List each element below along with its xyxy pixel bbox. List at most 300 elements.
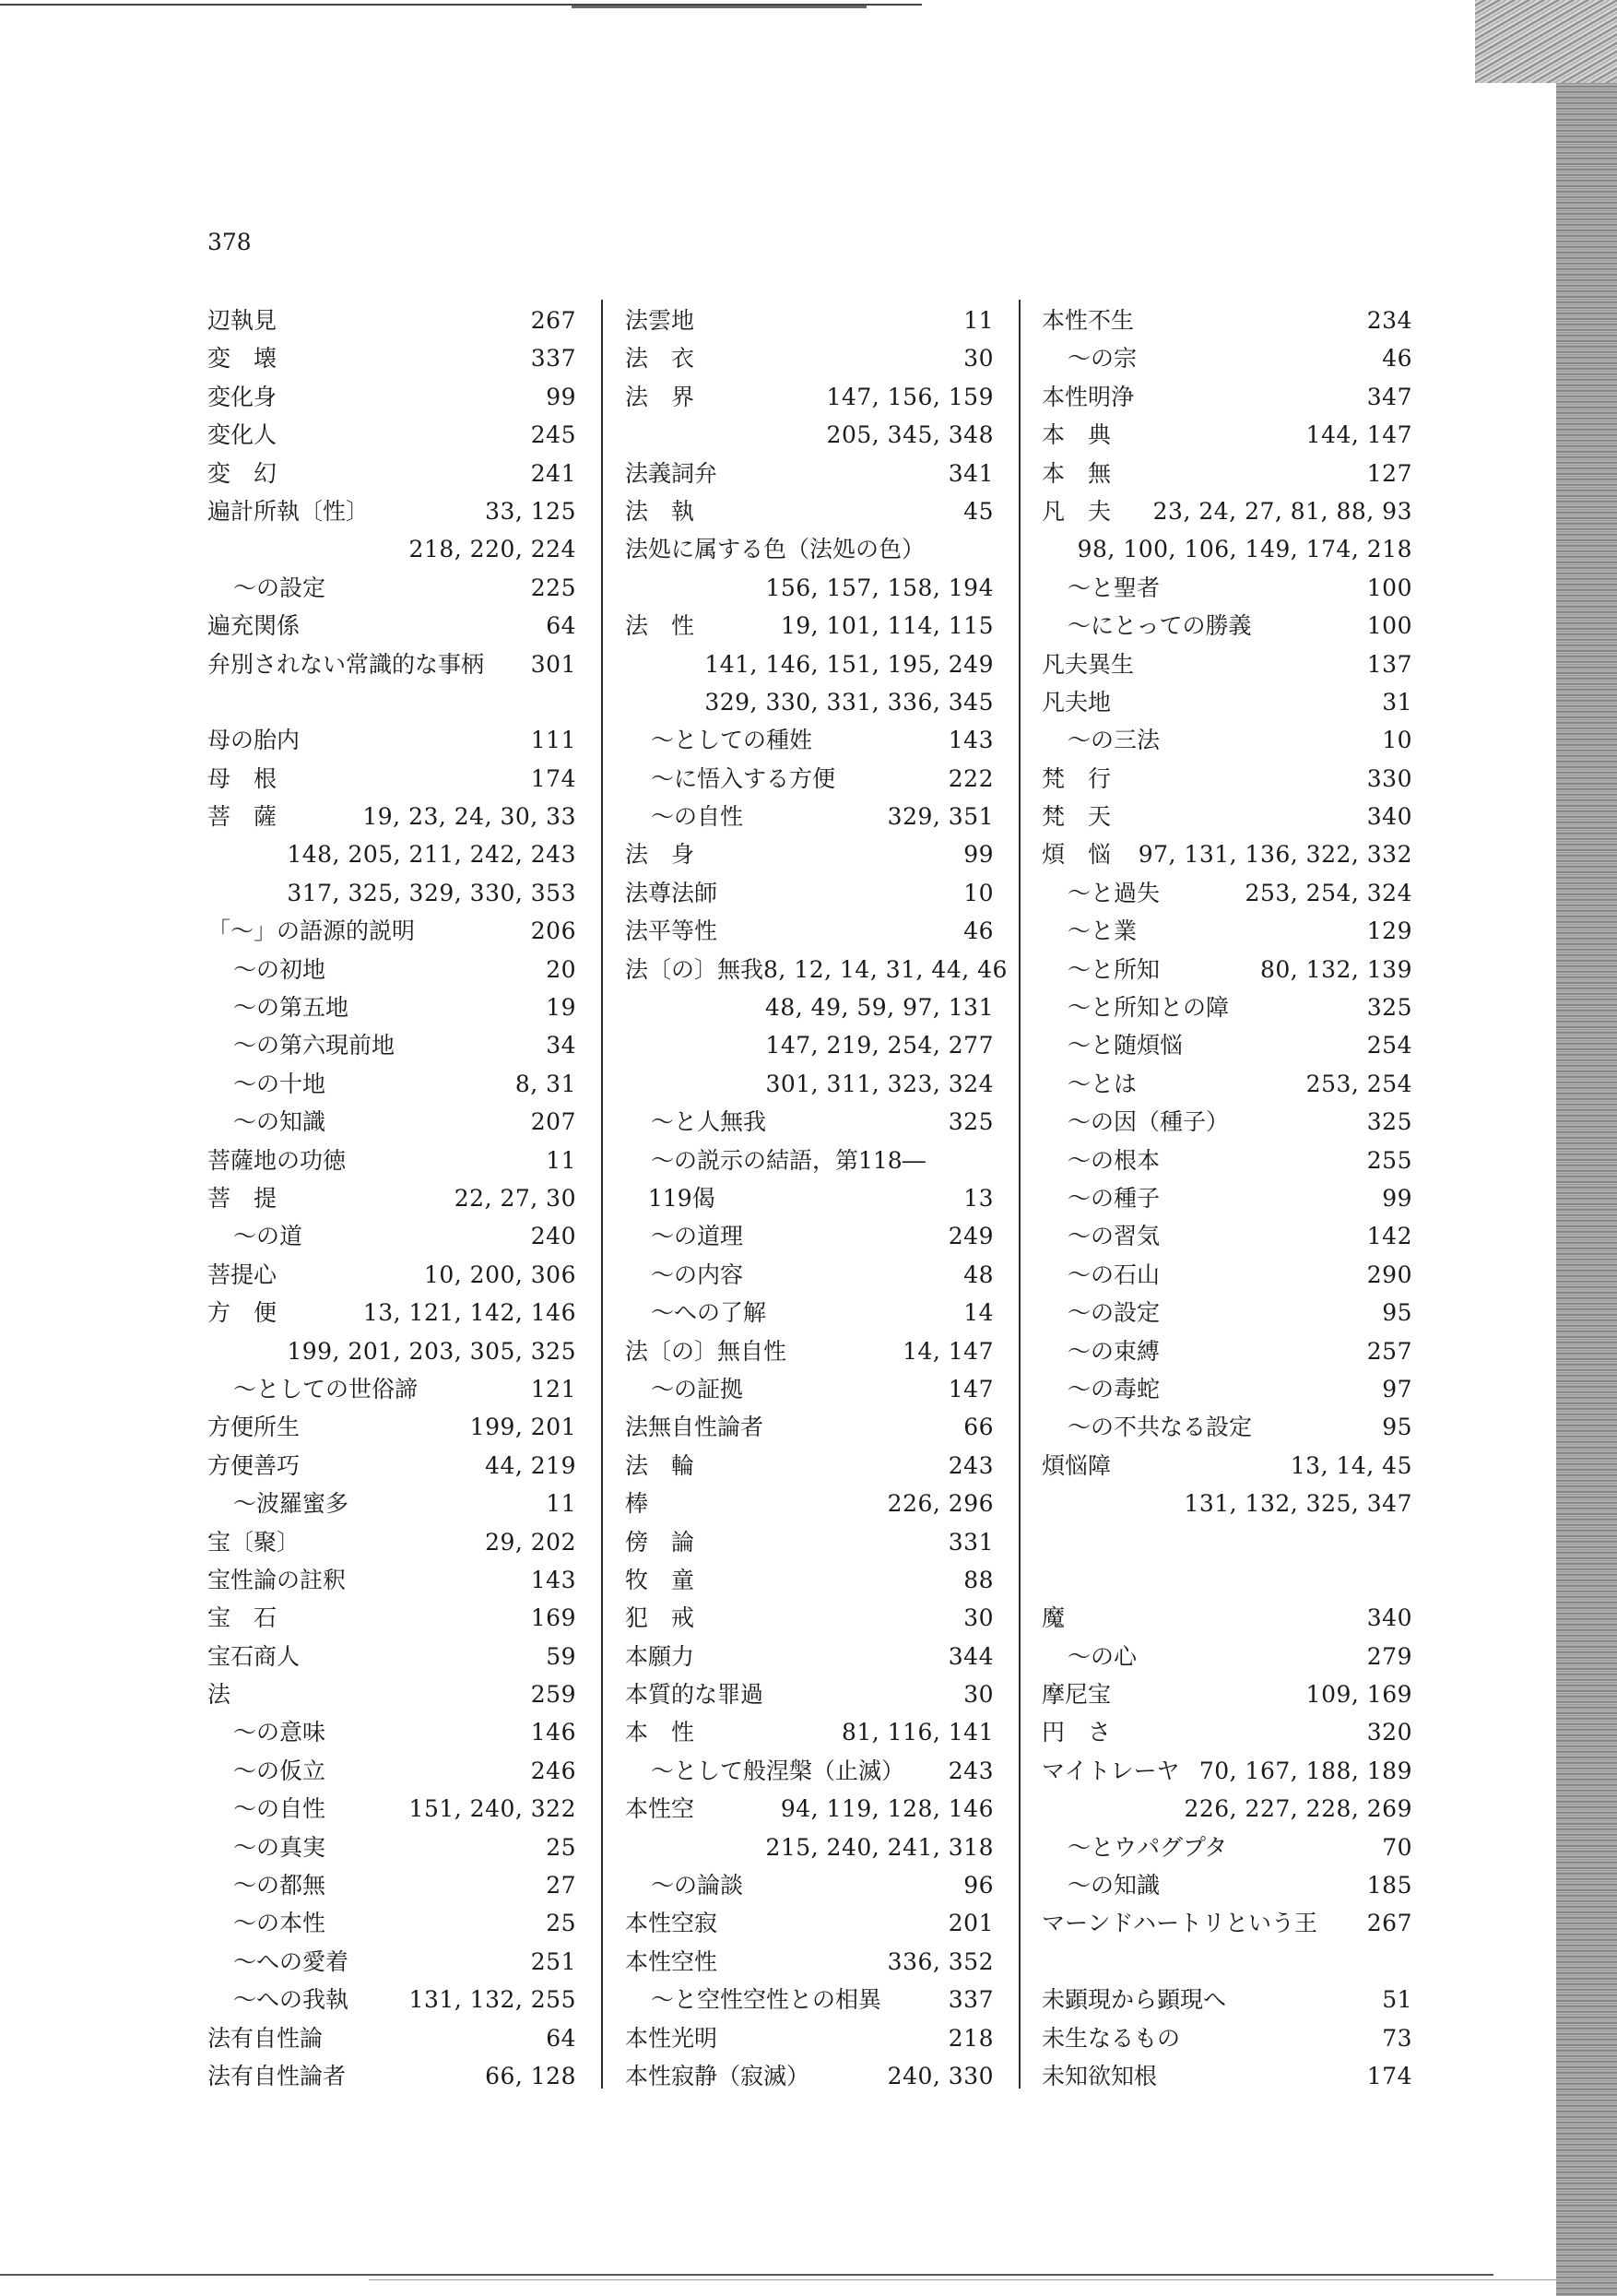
index-term: ～に悟入する方便 xyxy=(651,764,836,792)
index-term: ～の説示の結語，第118― xyxy=(651,1146,926,1174)
index-entry xyxy=(625,455,994,492)
index-pages: 99 xyxy=(1382,1184,1412,1212)
index-term: ～と所知 xyxy=(1068,955,1161,983)
index-term: 煩 悩 xyxy=(1042,841,1112,869)
index-entry xyxy=(207,455,576,492)
index-entry xyxy=(207,2019,576,2057)
index-term: 傍 論 xyxy=(625,1528,695,1556)
index-entry xyxy=(625,1256,994,1294)
index-column-2 xyxy=(625,302,1008,2095)
index-entry xyxy=(1042,1523,1412,1561)
index-pages: 19, 101, 114, 115 xyxy=(780,612,994,640)
index-entry xyxy=(1042,1026,1412,1064)
index-term: ～の道理 xyxy=(651,1223,744,1250)
index-entry xyxy=(207,798,576,835)
index-term: マーンドハートリという王 xyxy=(1042,1910,1318,1937)
index-entry xyxy=(625,1370,994,1408)
index-entry xyxy=(625,1294,994,1331)
index-pages: 255 xyxy=(1366,1146,1412,1174)
index-entry xyxy=(207,1026,576,1064)
index-pages: 10 xyxy=(963,879,994,906)
index-term: ～の因（種子） xyxy=(1068,1108,1230,1136)
index-entry xyxy=(1042,607,1412,645)
index-term: 本性不生 xyxy=(1042,307,1135,334)
index-pages: 301, 311, 323, 324 xyxy=(765,1070,994,1097)
index-pages: 73 xyxy=(1382,2024,1412,2052)
index-pages: 243 xyxy=(948,1757,994,1784)
index-term: 母の胎内 xyxy=(207,727,301,754)
index-pages: 11 xyxy=(546,1146,576,1174)
index-entry xyxy=(1042,1752,1412,1790)
index-pages: 207 xyxy=(530,1108,576,1136)
index-pages: 218, 220, 224 xyxy=(408,536,576,563)
index-entry xyxy=(1042,1065,1412,1103)
index-entry xyxy=(207,645,576,683)
index-pages: 22, 27, 30 xyxy=(454,1184,576,1212)
index-pages: 337 xyxy=(948,1986,994,2014)
index-entry xyxy=(1042,2019,1412,2057)
index-term: 遍充関係 xyxy=(207,612,301,640)
index-entry xyxy=(1042,912,1412,950)
index-entry xyxy=(207,1065,576,1103)
column-divider xyxy=(601,300,603,2089)
index-pages: 143 xyxy=(530,1566,576,1593)
index-pages: 109, 169 xyxy=(1305,1681,1412,1709)
index-pages: 144, 147 xyxy=(1305,421,1412,449)
index-entry xyxy=(625,1943,994,1981)
bottom-scan-line xyxy=(0,2274,1493,2276)
index-term: ～の石山 xyxy=(1068,1260,1161,1288)
index-pages: 51 xyxy=(1382,1986,1412,2014)
index-term: 牧 童 xyxy=(625,1566,695,1593)
index-entry xyxy=(207,1447,576,1485)
index-term xyxy=(1042,1523,1412,1561)
index-pages: 206 xyxy=(530,917,576,945)
index-term: ～と過失 xyxy=(1068,879,1161,906)
index-pages: 253, 254, 324 xyxy=(1245,879,1412,906)
index-term: 煩悩障 xyxy=(1042,1451,1112,1479)
index-term: ～の内容 xyxy=(651,1260,744,1288)
index-entry xyxy=(207,951,576,988)
index-pages: 340 xyxy=(1366,1604,1412,1632)
index-entry xyxy=(625,530,994,568)
index-term: 宝性論の註釈 xyxy=(207,1566,347,1593)
index-entry xyxy=(1042,378,1412,416)
index-pages: 100 xyxy=(1366,612,1412,640)
index-entry xyxy=(625,1675,994,1713)
index-term: ～への我執 xyxy=(233,1986,349,2014)
index-entry xyxy=(1042,1294,1412,1331)
index-entry xyxy=(625,1599,994,1637)
index-entry xyxy=(1042,760,1412,798)
index-entry xyxy=(625,2019,994,2057)
index-pages: 330 xyxy=(1366,764,1412,792)
index-pages: 240, 330 xyxy=(887,2062,994,2089)
index-pages: 33, 125 xyxy=(485,497,576,525)
index-term: ～の意味 xyxy=(233,1719,326,1746)
index-pages: 13, 121, 142, 146 xyxy=(362,1299,576,1327)
index-term: 梵 行 xyxy=(1042,764,1112,792)
index-term: ～の都無 xyxy=(233,1872,326,1900)
index-pages: 226, 296 xyxy=(887,1490,994,1518)
index-pages: 215, 240, 241, 318 xyxy=(765,1833,994,1861)
index-pages: 325 xyxy=(1366,1108,1412,1136)
index-term: ～の論談 xyxy=(651,1872,744,1900)
index-pages: 156, 157, 158, 194 xyxy=(765,574,994,601)
index-pages: 80, 132, 139 xyxy=(1259,955,1412,983)
index-entry xyxy=(207,1638,576,1675)
index-entry xyxy=(625,1485,994,1522)
index-pages: 301 xyxy=(530,650,576,678)
index-entry xyxy=(207,1904,576,1942)
index-term: 法処に属する色（法処の色） xyxy=(625,536,926,563)
index-pages: 205, 345, 348 xyxy=(826,421,994,449)
index-pages: 267 xyxy=(530,307,576,334)
index-pages: 341 xyxy=(948,459,994,487)
index-term: ～の自性 xyxy=(233,1795,326,1823)
index-term: ～の毒蛇 xyxy=(1068,1375,1161,1402)
index-entry xyxy=(1042,569,1412,607)
index-pages: 199, 201, 203, 305, 325 xyxy=(287,1337,576,1365)
index-entry xyxy=(625,1866,994,1904)
index-pages: 99 xyxy=(963,841,994,869)
index-pages: 317, 325, 329, 330, 353 xyxy=(287,879,576,906)
index-term: ～と随煩悩 xyxy=(1068,1032,1184,1059)
index-term: ～と所知との障 xyxy=(1068,994,1230,1022)
index-entry xyxy=(207,1256,576,1294)
index-entry xyxy=(625,492,994,530)
index-entry xyxy=(625,1065,994,1103)
index-entry xyxy=(207,721,576,759)
index-term: ～波羅蜜多 xyxy=(233,1490,349,1518)
index-entry xyxy=(625,798,994,835)
index-term: 方 便 xyxy=(207,1299,277,1327)
index-term: 犯 戒 xyxy=(625,1604,695,1632)
index-term: 本願力 xyxy=(625,1642,695,1670)
index-entry xyxy=(1042,302,1412,339)
index-entry xyxy=(1042,416,1412,454)
index-pages: 146 xyxy=(530,1719,576,1746)
index-term: 法有自性論者 xyxy=(207,2062,347,2089)
index-term: 梵 天 xyxy=(1042,803,1112,831)
index-pages: 100 xyxy=(1366,574,1412,601)
index-pages: 46 xyxy=(1382,345,1412,373)
index-term: ～と聖者 xyxy=(1068,574,1161,601)
index-pages: 251 xyxy=(530,1947,576,1975)
index-entry xyxy=(625,1447,994,1485)
index-entry xyxy=(625,1408,994,1446)
index-pages: 347 xyxy=(1366,383,1412,410)
index-term: 法〔の〕無自性 xyxy=(625,1337,787,1365)
index-pages: 222 xyxy=(948,764,994,792)
index-term: ～とウパグプタ xyxy=(1068,1833,1228,1861)
index-pages: 46 xyxy=(963,917,994,945)
index-term: ～の第六現前地 xyxy=(233,1032,395,1059)
index-pages: 99 xyxy=(546,383,576,410)
index-term: 菩 薩 xyxy=(207,803,277,831)
index-pages: 8, 31 xyxy=(514,1070,576,1097)
index-term: 法 性 xyxy=(625,612,695,640)
index-entry xyxy=(1042,1981,1412,2018)
index-column-1 xyxy=(207,302,576,2095)
index-entry xyxy=(625,1561,994,1599)
index-term: 法平等性 xyxy=(625,917,718,945)
index-entry xyxy=(1042,1713,1412,1751)
index-entry xyxy=(1042,1599,1412,1637)
index-entry xyxy=(207,1523,576,1561)
index-term: 法〔の〕無我 xyxy=(625,955,764,983)
index-pages: 253, 254 xyxy=(1305,1070,1412,1097)
index-entry xyxy=(625,416,994,454)
index-pages: 70 xyxy=(1382,1833,1412,1861)
index-entry xyxy=(1042,721,1412,759)
index-term: 本 性 xyxy=(625,1719,695,1746)
index-term: ～の設定 xyxy=(1068,1299,1161,1327)
index-pages: 19, 23, 24, 30, 33 xyxy=(362,803,576,831)
index-term: 法 xyxy=(207,1681,231,1709)
index-term: 本質的な罪過 xyxy=(625,1681,764,1709)
index-pages: 259 xyxy=(530,1681,576,1709)
index-pages: 94, 119, 128, 146 xyxy=(780,1795,994,1823)
index-entry xyxy=(1042,1943,1412,1981)
index-entry xyxy=(207,530,576,568)
index-entry xyxy=(207,1485,576,1522)
index-pages: 174 xyxy=(1366,2062,1412,2089)
index-term: ～の初地 xyxy=(233,955,326,983)
index-pages: 30 xyxy=(963,1604,994,1632)
index-entry xyxy=(1042,1408,1412,1446)
index-entry xyxy=(625,1332,994,1370)
index-term: ～の心 xyxy=(1068,1642,1138,1670)
index-term: ～の十地 xyxy=(233,1070,326,1097)
index-pages: 185 xyxy=(1366,1872,1412,1900)
index-pages: 141, 146, 151, 195, 249 xyxy=(704,650,994,678)
index-pages: 14, 147 xyxy=(903,1337,994,1365)
index-term: 119偈 xyxy=(625,1184,715,1212)
index-entry xyxy=(207,835,576,873)
index-term: ～の仮立 xyxy=(233,1757,326,1784)
index-pages: 19 xyxy=(546,994,576,1022)
index-pages: 23, 24, 27, 81, 88, 93 xyxy=(1152,497,1412,525)
index-term: 変化身 xyxy=(207,383,277,410)
index-pages: 97, 131, 136, 322, 332 xyxy=(1138,841,1412,869)
index-entry xyxy=(625,683,994,721)
index-entry xyxy=(207,492,576,530)
index-term: ～としての世俗諦 xyxy=(233,1375,419,1402)
index-pages: 66 xyxy=(963,1414,994,1441)
index-pages: 64 xyxy=(546,612,576,640)
index-term: 弁別されない常識的な事柄 xyxy=(207,650,485,678)
index-pages: 48, 49, 59, 97, 131 xyxy=(764,994,994,1022)
index-entry xyxy=(625,1103,994,1141)
index-pages: 131, 132, 255 xyxy=(408,1986,576,2014)
index-pages: 20 xyxy=(546,955,576,983)
index-pages: 121 xyxy=(530,1375,576,1402)
index-entry xyxy=(207,339,576,377)
index-term: 凡 夫 xyxy=(1042,497,1112,525)
index-pages: 174 xyxy=(530,764,576,792)
index-entry xyxy=(625,912,994,950)
index-entry xyxy=(625,874,994,912)
index-pages: 11 xyxy=(963,307,994,334)
index-pages: 243 xyxy=(948,1451,994,1479)
index-term: 宝 石 xyxy=(207,1604,277,1632)
index-entry xyxy=(207,683,576,721)
scan-corner-shadow xyxy=(1475,0,1617,83)
index-pages: 10, 200, 306 xyxy=(423,1260,576,1288)
index-entry xyxy=(625,1904,994,1942)
index-entry xyxy=(625,1217,994,1255)
index-pages: 8, 12, 14, 31, 44, 46 xyxy=(763,955,1008,983)
index-entry xyxy=(625,1829,994,1866)
index-term: 本性空寂 xyxy=(625,1910,718,1937)
index-term: 法無自性論者 xyxy=(625,1414,764,1441)
index-pages: 59 xyxy=(546,1642,576,1670)
index-entry xyxy=(207,1179,576,1217)
index-entry xyxy=(625,302,994,339)
index-entry xyxy=(625,760,994,798)
index-pages: 70, 167, 188, 189 xyxy=(1198,1757,1412,1784)
index-entry xyxy=(207,1943,576,1981)
index-term: 法 身 xyxy=(625,841,695,869)
index-term: 法尊法師 xyxy=(625,879,718,906)
index-term: ～にとっての勝義 xyxy=(1068,612,1252,640)
index-term: 凡夫地 xyxy=(1042,688,1112,716)
index-entry xyxy=(625,721,994,759)
index-pages: 13, 14, 45 xyxy=(1290,1451,1412,1479)
index-entry xyxy=(207,416,576,454)
index-term: 「～」の語源的説明 xyxy=(207,917,416,945)
index-pages: 25 xyxy=(546,1910,576,1937)
index-pages: 143 xyxy=(948,727,994,754)
index-pages: 329, 351 xyxy=(887,803,994,831)
index-pages: 95 xyxy=(1382,1414,1412,1441)
index-pages: 240 xyxy=(530,1223,576,1250)
index-pages: 64 xyxy=(546,2024,576,2052)
index-entry xyxy=(207,1599,576,1637)
index-entry xyxy=(207,1370,576,1408)
index-term: 方便所生 xyxy=(207,1414,301,1441)
index-term: 変 壊 xyxy=(207,345,277,373)
index-term: ～と人無我 xyxy=(651,1108,767,1136)
page-number: 378 xyxy=(207,229,252,255)
index-pages: 218 xyxy=(948,2024,994,2052)
index-term xyxy=(1042,1561,1412,1599)
index-term: 菩提心 xyxy=(207,1260,277,1288)
index-entry xyxy=(1042,1675,1412,1713)
index-entry xyxy=(1042,339,1412,377)
index-term: 変 幻 xyxy=(207,459,277,487)
index-pages: 45 xyxy=(963,497,994,525)
index-term: ～への愛着 xyxy=(233,1947,349,1975)
index-entry xyxy=(207,1294,576,1331)
index-pages: 31 xyxy=(1382,688,1412,716)
index-term: ～の不共なる設定 xyxy=(1068,1414,1253,1441)
index-term: ～の根本 xyxy=(1068,1146,1161,1174)
index-pages: 254 xyxy=(1366,1032,1412,1059)
index-pages: 34 xyxy=(546,1032,576,1059)
index-pages: 137 xyxy=(1366,650,1412,678)
index-term: 未顕現から顕現へ xyxy=(1042,1986,1227,2014)
index-entry xyxy=(207,1561,576,1599)
index-term: 本性明浄 xyxy=(1042,383,1135,410)
index-term: 法 衣 xyxy=(625,345,695,373)
index-entry xyxy=(1042,1485,1412,1522)
index-pages: 66, 128 xyxy=(485,2062,576,2089)
index-entry xyxy=(625,1523,994,1561)
index-term: 凡夫異生 xyxy=(1042,650,1135,678)
index-term: ～の習気 xyxy=(1068,1223,1161,1250)
index-term: 遍計所執〔性〕 xyxy=(207,497,370,525)
index-entry xyxy=(1042,645,1412,683)
index-term: ～の知識 xyxy=(1068,1872,1161,1900)
index-entry xyxy=(207,2057,576,2095)
index-term: ～の証拠 xyxy=(651,1375,744,1402)
index-pages: 234 xyxy=(1366,307,1412,334)
index-pages: 11 xyxy=(546,1490,576,1518)
index-pages: 96 xyxy=(963,1872,994,1900)
index-entry xyxy=(1042,798,1412,835)
index-pages: 246 xyxy=(530,1757,576,1784)
index-pages: 127 xyxy=(1366,459,1412,487)
index-entry xyxy=(207,874,576,912)
index-term: 未生なるもの xyxy=(1042,2024,1181,2052)
index-term: 方便善巧 xyxy=(207,1451,301,1479)
index-pages: 98, 100, 106, 149, 174, 218 xyxy=(1077,536,1412,563)
index-pages: 325 xyxy=(1366,994,1412,1022)
index-term: ～として般涅槃（止滅） xyxy=(651,1757,905,1784)
index-pages: 14 xyxy=(963,1299,994,1327)
index-term: 菩 提 xyxy=(207,1184,277,1212)
index-term: 母 根 xyxy=(207,764,277,792)
index-term: ～と業 xyxy=(1068,917,1138,945)
index-pages: 111 xyxy=(530,727,576,754)
index-pages: 199, 201 xyxy=(469,1414,576,1441)
index-entry xyxy=(625,1179,994,1217)
index-entry xyxy=(1042,1370,1412,1408)
index-entry xyxy=(1042,492,1412,530)
index-entry xyxy=(1042,874,1412,912)
index-pages: 320 xyxy=(1366,1719,1412,1746)
index-entry xyxy=(207,1790,576,1828)
index-term: 法 輪 xyxy=(625,1451,695,1479)
index-entry xyxy=(207,607,576,645)
index-entry xyxy=(1042,683,1412,721)
index-entry xyxy=(1042,1103,1412,1141)
index-term xyxy=(207,683,576,721)
index-pages: 225 xyxy=(530,574,576,601)
index-term: 摩尼宝 xyxy=(1042,1681,1112,1709)
index-entry xyxy=(625,1981,994,2018)
index-term: ～としての種姓 xyxy=(651,727,813,754)
index-term: ～の三法 xyxy=(1068,727,1161,754)
index-term: 変化人 xyxy=(207,421,277,449)
index-entry xyxy=(1042,1866,1412,1904)
index-term: 法 界 xyxy=(625,383,695,410)
index-pages: 27 xyxy=(546,1872,576,1900)
index-column-3 xyxy=(1042,302,1412,2095)
index-pages: 290 xyxy=(1366,1260,1412,1288)
index-entry xyxy=(207,1142,576,1179)
index-pages: 29, 202 xyxy=(485,1528,576,1556)
index-entry xyxy=(625,835,994,873)
index-pages: 48 xyxy=(963,1260,994,1288)
index-term: ～への了解 xyxy=(651,1299,767,1327)
index-entry xyxy=(625,645,994,683)
index-term: ～の知識 xyxy=(233,1108,326,1136)
index-term: 法 執 xyxy=(625,497,695,525)
index-entry xyxy=(625,607,994,645)
